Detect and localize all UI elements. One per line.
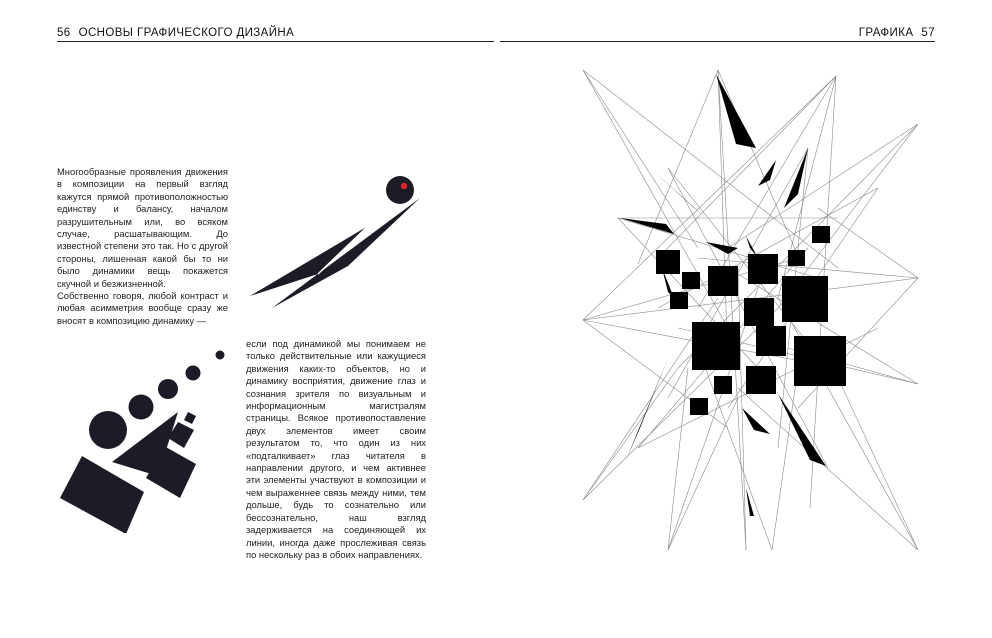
square-11 bbox=[756, 326, 786, 356]
triangle-lower-right bbox=[778, 394, 826, 466]
square-tiny bbox=[184, 412, 196, 424]
triangle-left-lower bbox=[626, 358, 668, 460]
blade-lower bbox=[272, 198, 420, 308]
paragraph-3: если под динамикой мы понимаем не только действительные или кажущиеся движения каких-то объектов, но и динамику восприятия, движение глаз и сознания зрителя по визуальным и информационным магистралям страницы. Всякое противопоставление двух элементов имеет своим результатом то, что один из них «подталкивает» глаз читателя в направлении другого, и чем активнее эти элементы участвуют в композиции и чем выраженнее связь между ними, тем дольше, будь то сознательно или бессознательно, наш взгляд задерживается на соединяющей их линии, иногда даже прослеживая связь по нескольку раз в обоих направлениях. bbox=[246, 338, 426, 560]
square-14 bbox=[714, 376, 732, 394]
right-header-rule bbox=[500, 41, 935, 42]
right-page-header bbox=[859, 27, 935, 39]
left-page-header bbox=[57, 27, 294, 39]
triangle-bottom bbox=[746, 488, 754, 516]
left-page-number: 56 bbox=[57, 27, 71, 39]
circle-3 bbox=[158, 379, 178, 399]
square-02 bbox=[788, 250, 805, 266]
square-08 bbox=[670, 292, 688, 309]
dynamic-ball-blades-figure bbox=[250, 174, 430, 314]
red-dot bbox=[401, 183, 407, 189]
text-column-2 bbox=[246, 338, 426, 561]
square-03 bbox=[656, 250, 680, 274]
square-04 bbox=[748, 254, 778, 284]
circles-squares-figure bbox=[60, 348, 230, 533]
triangle-upper-mid bbox=[758, 160, 776, 186]
left-header-rule bbox=[57, 41, 494, 42]
star-composition-figure bbox=[578, 68, 928, 558]
square-06 bbox=[708, 266, 738, 296]
paragraph-1: Многообразные проявления движения в композиции на первый взгляд кажутся прямой противоположностью единству и балансу, началом разрушительным или, во всяком случае, расшатывающим. До известной степени это так. Но с другой стороны, лишенная какой бы то ни было динамики вещь покажется скучной и безжизненной. bbox=[57, 166, 228, 289]
square-13 bbox=[746, 366, 776, 394]
circle-2 bbox=[186, 366, 201, 381]
square-07 bbox=[782, 276, 828, 322]
text-column-1 bbox=[57, 166, 228, 327]
square-01 bbox=[812, 226, 830, 243]
circle-4 bbox=[129, 395, 154, 420]
right-page-number: 57 bbox=[921, 27, 935, 39]
right-running-title: ГРАФИКА bbox=[858, 27, 914, 39]
square-09 bbox=[744, 298, 774, 326]
square-12 bbox=[794, 336, 846, 386]
square-15 bbox=[690, 398, 708, 415]
circle-1 bbox=[216, 351, 225, 360]
black-ball bbox=[386, 176, 414, 204]
triangle-lower-mid bbox=[742, 408, 770, 434]
left-running-title: ОСНОВЫ ГРАФИЧЕСКОГО ДИЗАЙНА bbox=[78, 27, 295, 39]
square-05 bbox=[682, 272, 700, 289]
circle-5 bbox=[89, 411, 127, 449]
square-10 bbox=[692, 322, 740, 370]
triangle-left-mid bbox=[620, 218, 674, 234]
paragraph-2: Собственно говоря, любой контраст и любая асимметрия вообще сразу же вносят в композицию динамику — bbox=[57, 290, 228, 326]
